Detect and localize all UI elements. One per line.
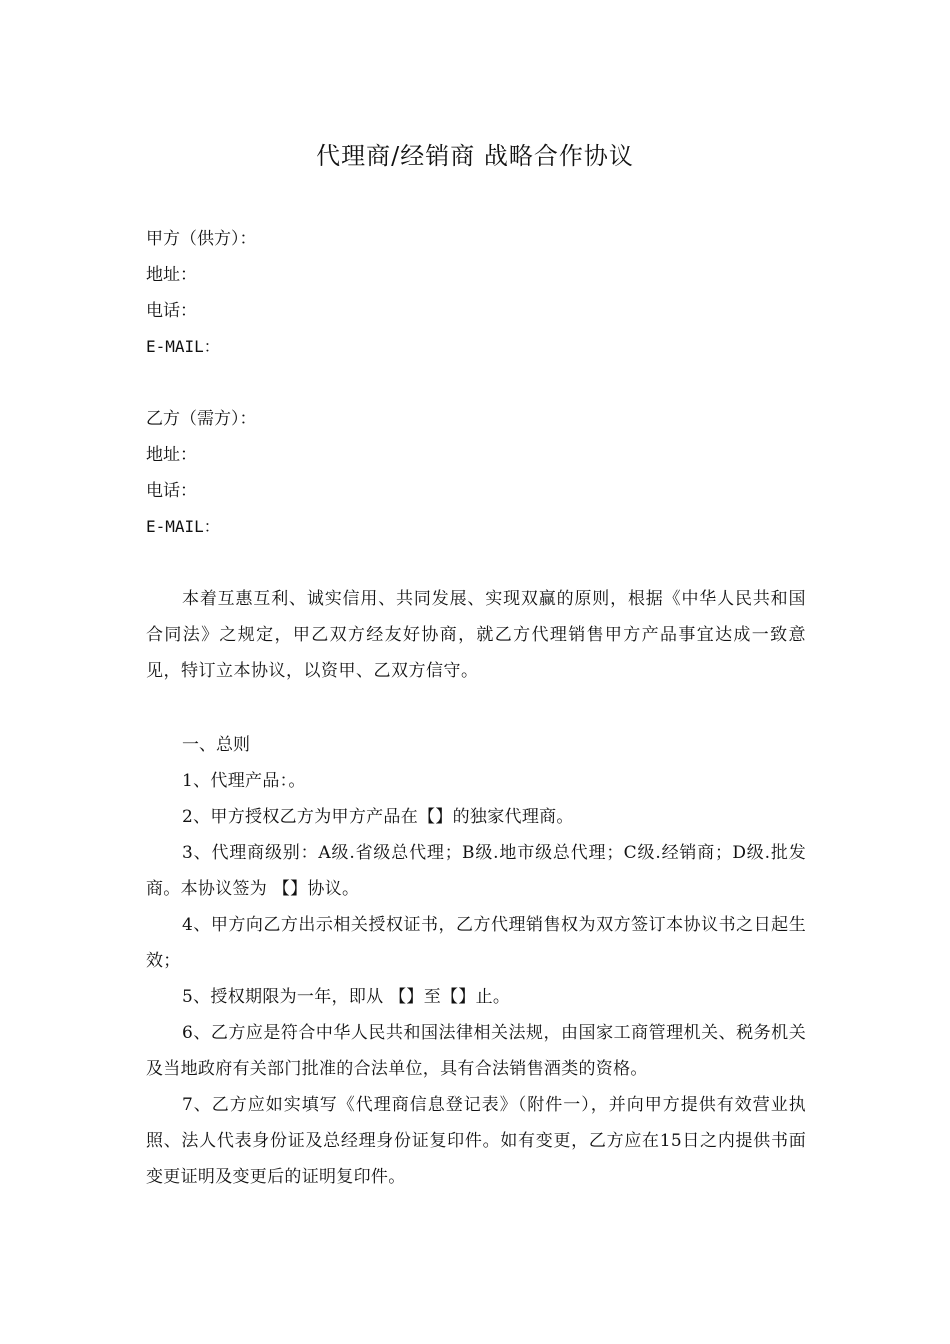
clause-2: 2、甲方授权乙方为甲方产品在【】的独家代理商。	[182, 807, 574, 827]
party-b-name-label: 乙方（需方）：	[146, 409, 257, 429]
clause-1: 1、代理产品：。	[182, 771, 306, 791]
party-a-block	[146, 221, 806, 365]
document-title: 代理商/经销商 战略合作协议	[316, 142, 634, 170]
clause-6: 6、乙方应是符合中华人民共和国法律相关法规，由国家工商管理机关、税务机关及当地政府有关部门批准的合法单位，具有合法销售酒类的资格。	[146, 1023, 806, 1079]
clause-3: 3、代理商级别：A级.省级总代理；B级.地市级总代理；C级.经销商；D级.批发商。本协议签为 【】协议。	[146, 843, 806, 899]
party-a-email-label: E-MAIL：	[146, 337, 220, 356]
section-heading: 一、总则	[182, 735, 250, 755]
party-b-block	[146, 401, 806, 545]
preamble-block	[146, 581, 806, 689]
clause-7: 7、乙方应如实填写《代理商信息登记表》（附件一），并向甲方提供有效营业执照、法人代表身份证及总经理身份证复印件。如有变更，乙方应在15日之内提供书面变更证明及变更后的证明复印件。	[146, 1095, 806, 1187]
clause-5: 5、授权期限为一年，即从 【】至【】止。	[182, 987, 511, 1007]
section-general	[146, 727, 806, 1195]
preamble-paragraph: 本着互惠互利、诚实信用、共同发展、实现双赢的原则，根据《中华人民共和国合同法》之规定，甲乙双方经友好协商，就乙方代理销售甲方产品事宜达成一致意见，特订立本协议，以资甲、乙双方信守。	[146, 589, 806, 681]
clause-4: 4、甲方向乙方出示相关授权证书，乙方代理销售权为双方签订本协议书之日起生效；	[146, 915, 806, 971]
party-b-address-label: 地址：	[146, 445, 197, 465]
party-a-address-label: 地址：	[146, 265, 197, 285]
party-a-name-label: 甲方（供方）：	[146, 229, 257, 249]
party-a-phone-label: 电话：	[146, 301, 197, 321]
party-b-email-label: E-MAIL：	[146, 517, 220, 536]
party-b-phone-label: 电话：	[146, 481, 197, 501]
